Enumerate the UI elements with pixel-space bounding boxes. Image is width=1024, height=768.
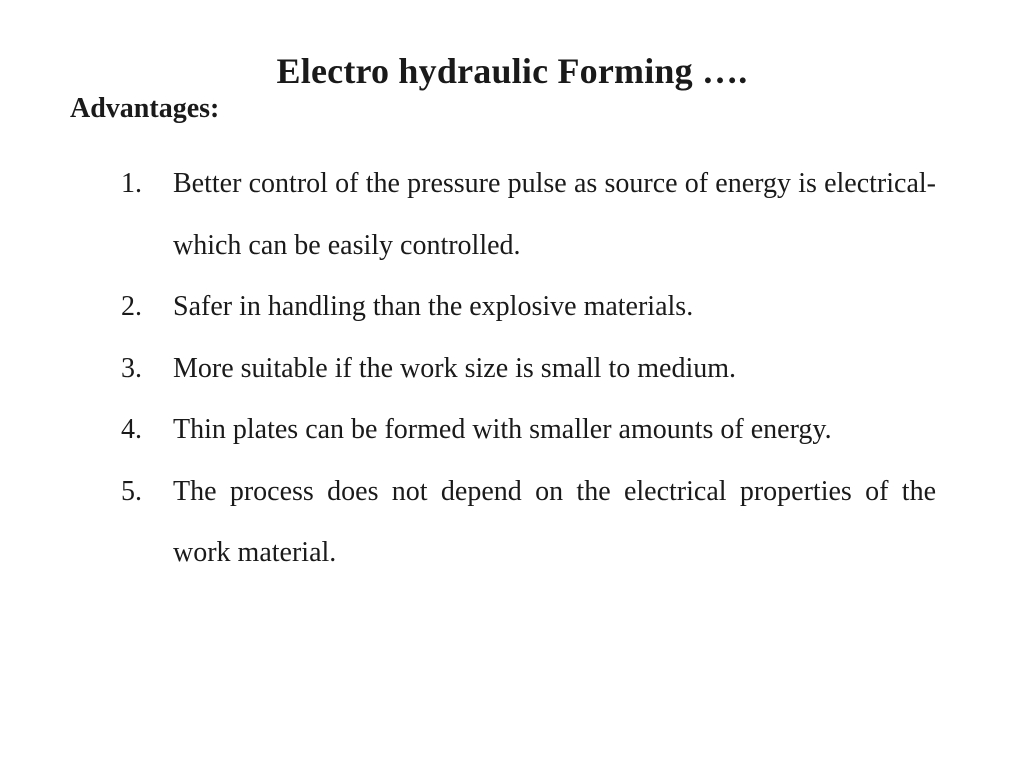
- list-item-text: Thin plates can be formed with smaller amounts of energy.: [173, 414, 832, 445]
- list-item-text: Safer in handling than the explosive materials.: [173, 291, 694, 322]
- list-item-text: Better control of the pressure pulse as source of energy is electrical- which can be easily controlled.: [173, 168, 936, 261]
- list-item-number: 2.: [121, 291, 142, 322]
- slide-title: Electro hydraulic Forming ….: [276, 51, 748, 91]
- list-item-text: The process does not depend on the electrical properties of the work material.: [173, 475, 936, 568]
- list-item-number: 1.: [121, 168, 142, 199]
- list-item: [118, 399, 936, 461]
- list-item-number: 5.: [121, 475, 142, 507]
- list-item: [118, 461, 936, 584]
- list-item: [118, 338, 936, 400]
- advantages-list: [118, 153, 936, 584]
- list-item-number: 3.: [121, 352, 142, 384]
- list-item: [118, 153, 936, 276]
- list-item: [118, 276, 936, 338]
- advantages-heading: Advantages:: [70, 93, 220, 124]
- list-item-number: 4.: [121, 414, 142, 445]
- list-item-text: More suitable if the work size is small to medium.: [173, 352, 737, 384]
